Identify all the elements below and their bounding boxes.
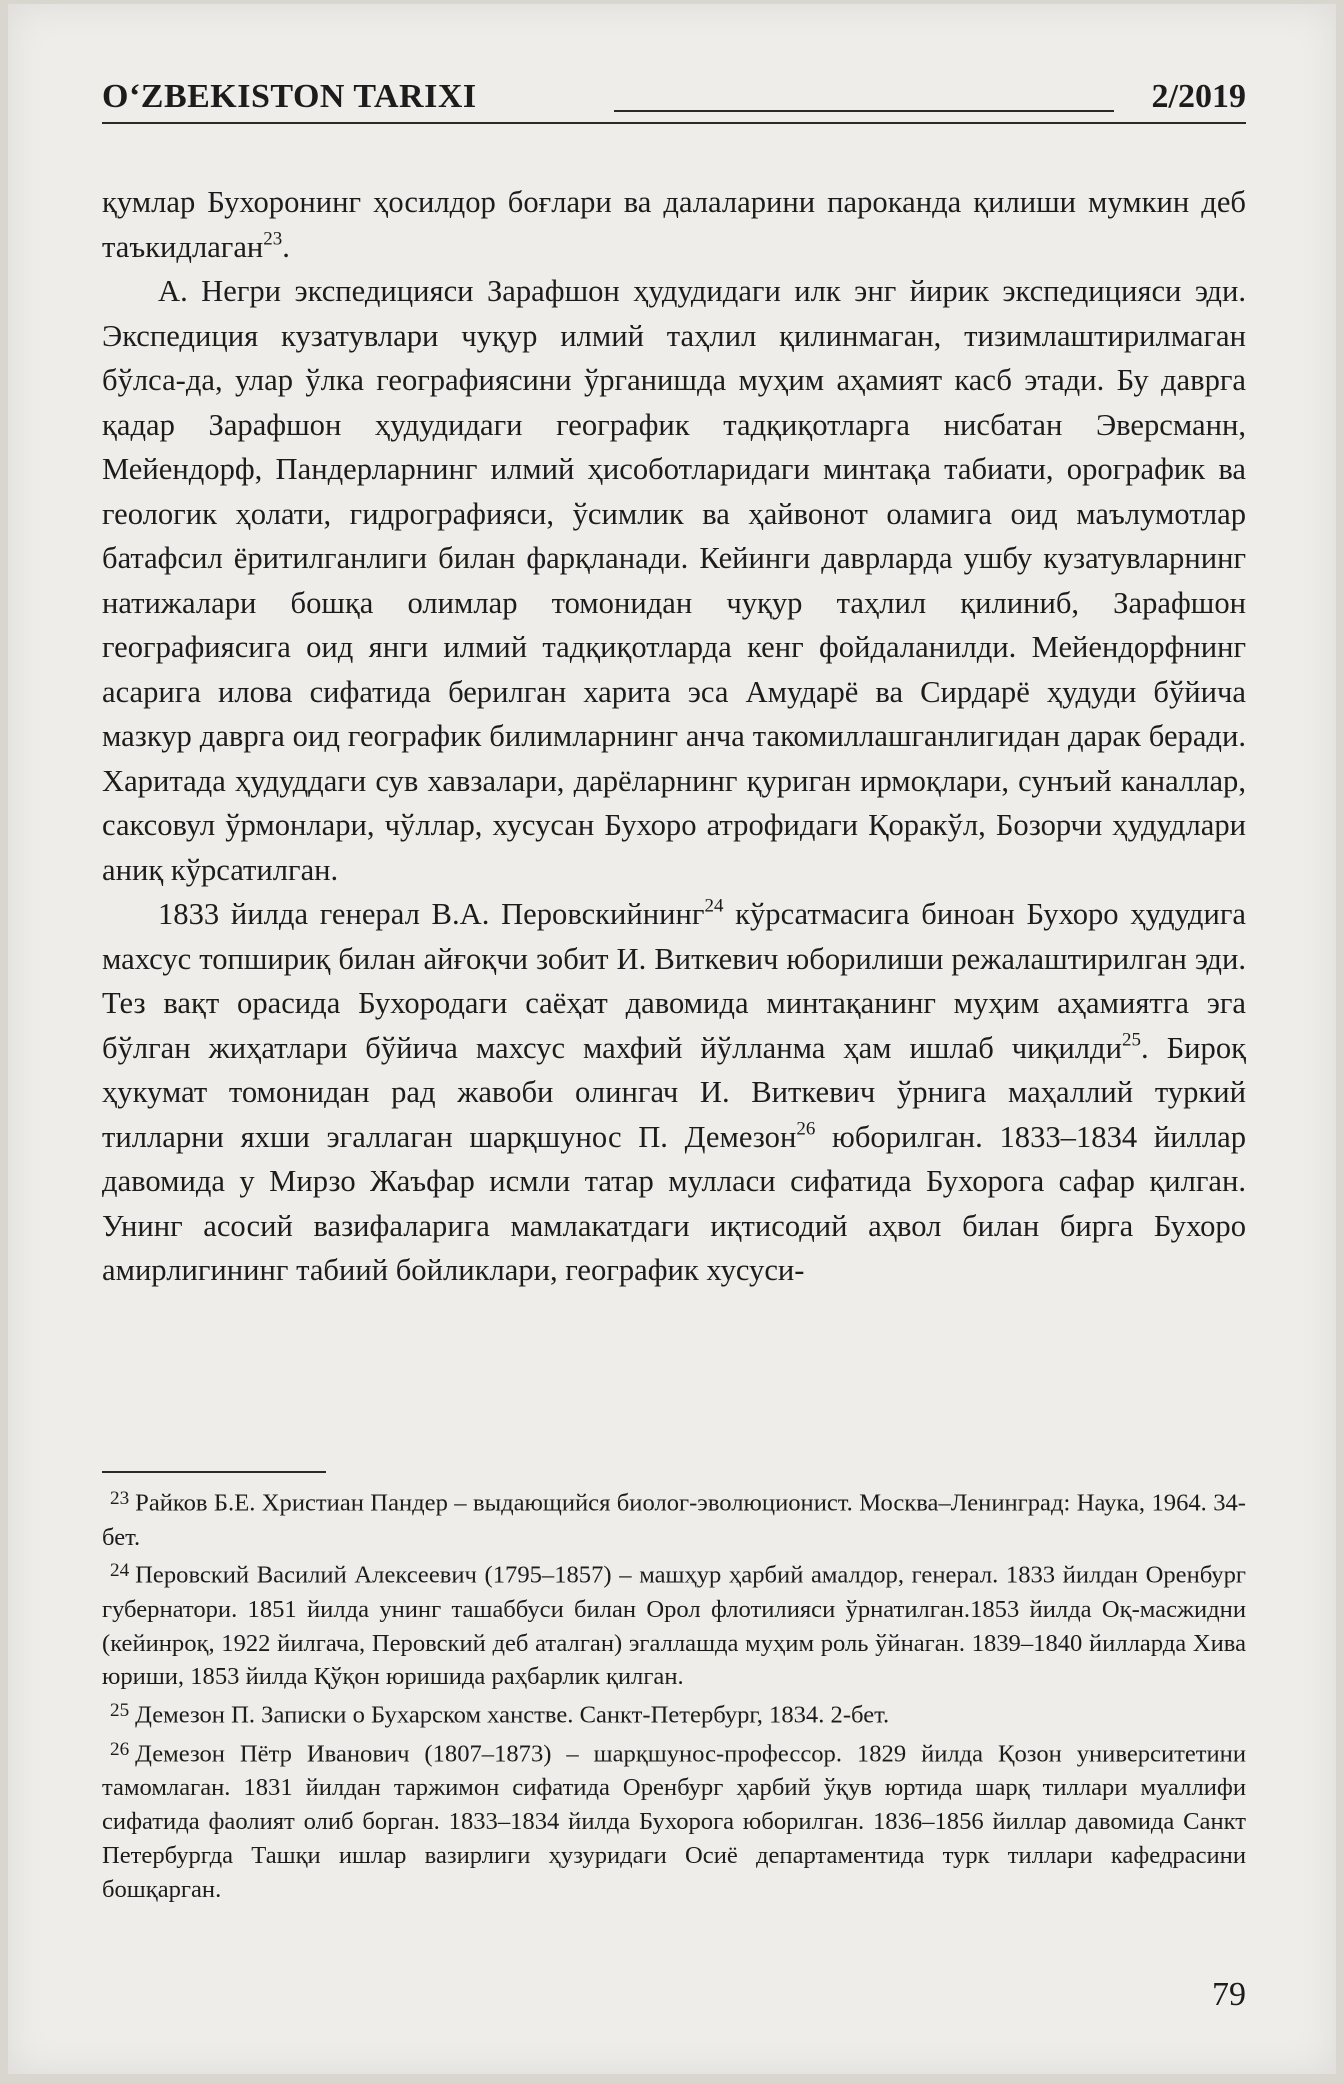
paragraph-1 [102,180,1246,269]
paragraph-1-end: . [282,229,290,264]
footnote-ref-26[interactable]: 26 [796,1118,816,1140]
footnote-text: Демезон П. Записки о Бухарском ханстве. Санкт-Петербург, 1834. 2-бет. [135,1701,890,1729]
issue-number: 2/2019 [1151,78,1246,115]
footnote-ref-23[interactable]: 23 [263,228,283,250]
footnote-number: 23 [110,1488,130,1509]
footnote-23 [102,1482,1246,1554]
footnote-text: Демезон Пётр Иванович (1807–1873) – шарқшунос-профессор. 1829 йилда Қозон университетини тамомлаган. 1831 йилдан таржимон сифатида Оренбург ҳарбий ўқув юртида шарқ тиллари муаллифи сифатида фаолият олиб борган. 1833–1834 йилда Бухорога юборилган. 1836–1856 йиллар давомида Санкт Петербургда Ташқи ишлар вазирлиги ҳузуридаги Осиё департаментида турк тиллари кафедрасини бошқарган. [102,1740,1246,1903]
header-divider [102,122,1246,124]
footnote-text: Перовский Василий Алексеевич (1795–1857) – машҳур ҳарбий амалдор, генерал. 1833 йилдан Оренбург губернатори. 1851 йилда унинг ташаббуси билан Орол флотилияси ўрнатилган.1853 йилда Оқ-масжидни (кейинроқ, 1922 йилгача, Перовский деб аталган) эгаллашда муҳим роль ўйнаган. 1839–1840 йилларда Хива юриши, 1853 йилда Қўқон юришида раҳбарлик қилган. [102,1562,1246,1691]
journal-title: O‘ZBEKISTON TARIXI [102,78,477,115]
main-text [102,180,1246,1293]
paragraph-3-text-c: . Бироқ ҳукумат томонидан рад жавоби олингач И. Виткевич ўрнига маҳаллий туркий тилларни яхши эгаллаган шарқшунос П. Демезон [102,1030,1246,1154]
paragraph-3 [102,892,1246,1293]
footnote-number: 25 [110,1700,130,1722]
document-page [8,4,1336,2074]
paragraph-3-text-b: кўрсатмасига биноан Бухоро ҳудудига махсус топшириқ билан айғоқчи зобит И. Виткевич юборилиши режалаштирилган эди. Тез вақт орасида Бухородаги саёҳат давомида минтақанинг муҳим аҳамиятга эга бўлган жиҳатлари бўйича махсус махфий йўлланма ҳам ишлаб чиқилди [102,897,1246,1065]
paragraph-1-text: қумлар Бухоронинг ҳосилдор боғлари ва далаларини пароканда қилиши мумкин деб таъкидлаган [102,185,1246,264]
footnote-26 [102,1733,1246,1907]
running-header [102,72,1246,120]
paragraph-3-text-a: 1833 йилда генерал В.А. Перовскийнинг [158,897,705,931]
footnote-number: 24 [110,1560,130,1582]
footnote-ref-25[interactable]: 25 [1122,1029,1141,1051]
footnote-24 [102,1554,1246,1694]
paragraph-3-text-d: юборилган. 1833–1834 йиллар давомида у Мирзо Жаъфар исмли татар мулласи сифатида Бухорога сафар қилган. Унинг асосий вазифаларига мамлакатдаги иқтисодий аҳвол билан бирга Бухоро амирлигининг табиий бойликлари, географик хусуси- [102,1119,1246,1287]
footnote-text: Райков Б.Е. Христиан Пандер – выдающийся биолог-эволюционист. Москва–Ленинград: Наука, 1964. 34-бет. [102,1489,1246,1551]
page-number: 79 [1212,1976,1246,2013]
footnote-ref-24[interactable]: 24 [704,895,724,917]
paragraph-2: А. Негри экспедицияси Зарафшон ҳудудидаги илк энг йирик экспедицияси эди. Экспедиция кузатувлари чуқур илмий таҳлил қилинмаган, тизимлаштирилмаган бўлса-да, улар ўлка географиясини ўрганишда муҳим аҳамият касб этади. Бу даврга қадар Зарафшон ҳудудидаги географик тадқиқотларга нисбатан Эверсманн, Мейендорф, Пандерларнинг илмий ҳисоботларидаги минтақа табиати, орографик ва геологик ҳолати, гидрографияси, ўсимлик ва ҳайвонот оламига оид маълумотлар батафсил ёритилганлиги билан фарқланади. Кейинги даврларда ушбу кузатувларнинг натижалари бошқа олимлар томонидан чуқур таҳлил қилиниб, Зарафшон географиясига оид янги илмий тадқиқотларда кенг фойдаланилди. Мейендорфнинг асарига илова сифатида берилган харита эса Амударё ва Сирдарё ҳудуди бўйича мазкур даврга оид географик билимларнинг анча такомиллашганлигидан дарак беради. Харитада ҳудуддаги сув хавзалари, дарёларнинг қуриган ирмоқлари, сунъий каналлар, саксовул ўрмонлари, чўллар, хусусан Бухоро атрофидаги Қоракўл, Бозорчи ҳудудлари аниқ кўрсатилган. [102,274,1246,887]
footnote-25 [102,1694,1246,1733]
footnotes [102,1482,1246,1906]
header-rule [614,110,1114,112]
footnote-number: 26 [110,1738,130,1760]
footnote-separator [102,1471,326,1473]
